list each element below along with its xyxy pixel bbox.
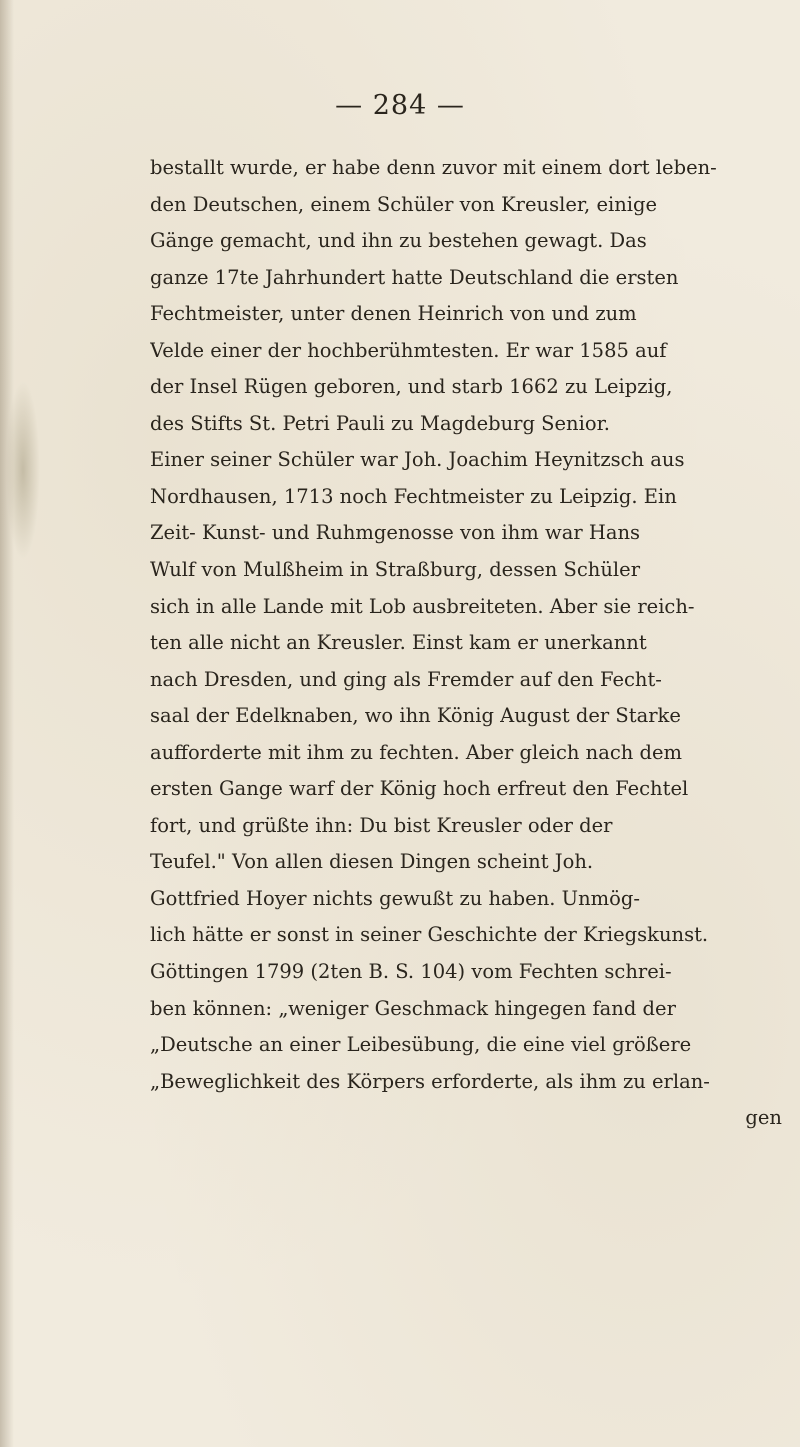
text-line: Zeit- Kunst- und Ruhmgenosse von ihm war Hans (150, 521, 641, 545)
text-line: Teufel." Von allen diesen Dingen scheint Joh. (150, 850, 594, 874)
text-line: ersten Gange warf der König hoch erfreut den Fechtel (150, 777, 689, 801)
page-number: — 284 — (335, 90, 465, 121)
text-line: „Beweglichkeit des Körpers erforderte, als ihm zu erlan- (150, 1069, 710, 1093)
text-line: sich in alle Lande mit Lob ausbreiteten. Aber sie reich- (150, 594, 695, 618)
text-line: der Insel Rügen geboren, und starb 1662 zu Leipzig, (150, 375, 673, 399)
text-line: „Deutsche an einer Leibesübung, die eine viel größere (150, 1033, 692, 1057)
text-line: Gänge gemacht, und ihn zu bestehen gewagt. Das (150, 229, 647, 253)
text-line: bestallt wurde, er habe denn zuvor mit einem dort leben- (150, 156, 717, 179)
text-line: den Deutschen, einem Schüler von Kreusler, einige (150, 192, 658, 216)
page-edge-shadow (0, 0, 14, 1447)
text-line: saal der Edelknaben, wo ihn König August der Starke (150, 704, 681, 728)
text-line: aufforderte mit ihm zu fechten. Aber gleich nach dem (150, 740, 683, 764)
catchword: gen (745, 1106, 782, 1130)
text-line: Gottfried Hoyer nichts gewußt zu haben. Unmög- (150, 886, 640, 910)
text-line: des Stifts St. Petri Pauli zu Magdeburg Senior. (150, 411, 610, 435)
text-line: nach Dresden, und ging als Fremder auf den Fecht- (150, 667, 662, 691)
text-line: Göttingen 1799 (2ten B. S. 104) vom Fechten schrei- (150, 960, 672, 984)
text-line: fort, und grüßte ihn: Du bist Kreusler oder der (150, 813, 613, 837)
paper-stain (6, 380, 40, 560)
text-line: ten alle nicht an Kreusler. Einst kam er unerkannt (150, 631, 647, 655)
text-line: Nordhausen, 1713 noch Fechtmeister zu Leipzig. Ein (150, 484, 677, 508)
text-line: lich hätte er sonst in seiner Geschichte der Kriegskunst. (150, 923, 709, 947)
text-line: Velde einer der hochberühmtesten. Er war 1585 auf (150, 338, 667, 362)
text-line: ben können: „weniger Geschmack hingegen fand der (150, 996, 676, 1020)
text-line: ganze 17te Jahrhundert hatte Deutschland die ersten (150, 265, 679, 289)
text-line: Wulf von Mulßheim in Straßburg, dessen Schüler (150, 558, 641, 582)
text-line: Einer seiner Schüler war Joh. Joachim Heynitzsch aus (150, 448, 685, 472)
text-body (150, 150, 800, 1137)
text-line: Fechtmeister, unter denen Heinrich von und zum (150, 302, 637, 326)
